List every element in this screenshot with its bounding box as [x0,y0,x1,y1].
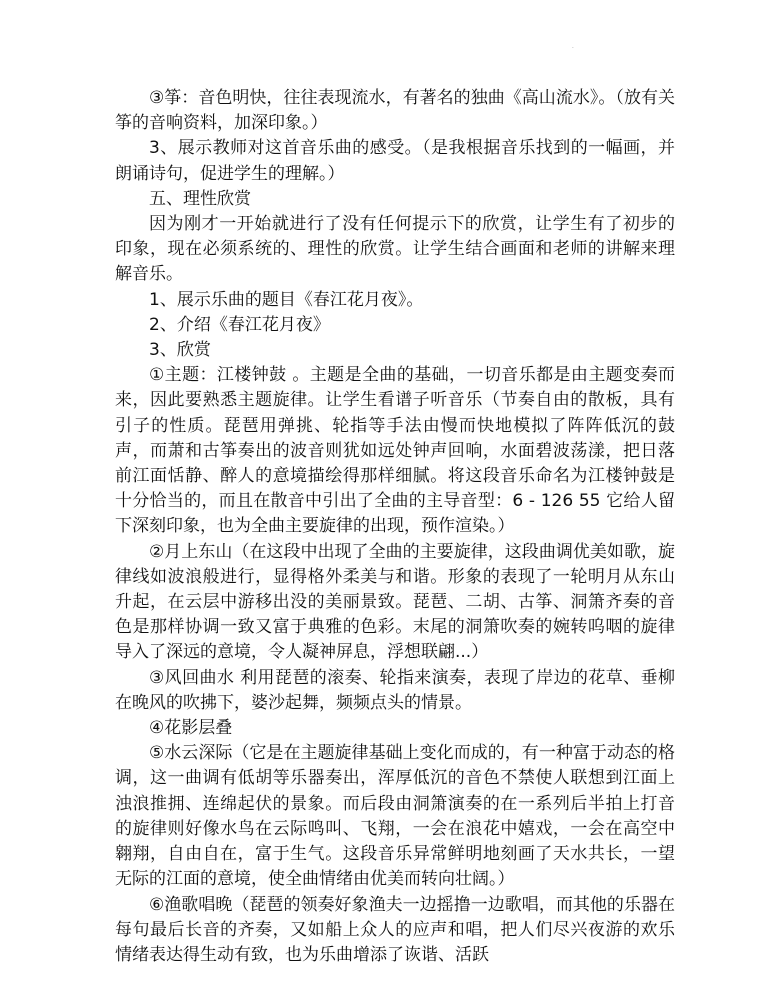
paragraph-flower-shadows: ④花影层叠 [149,718,233,739]
paragraph-zheng: ③筝：音色明快，往往表现流水，有著名的独曲《高山流水》。（放有关筝的音响资料，加深印象。） [115,88,675,134]
paragraph-rational-intro: 因为刚才一开始就进行了没有任何提示下的欣赏，让学生有了初步的印象，现在必须系统的、理性的欣赏。让学生结合画面和老师的讲解来理解音乐。 [115,214,675,285]
paragraph-teacher-feeling: 3、展示教师对这首音乐曲的感受。（是我根据音乐找到的一幅画，并朗诵诗句，促进学生的理解。） [115,138,675,184]
document-body [115,86,675,968]
paragraph-fishing-song: ⑥渔歌唱晚（琵琶的领奏好象渔夫一边摇撸一边歌唱，而其他的乐器在每句最后长音的齐奏，又如船上众人的应声和唱，把人们尽兴夜游的欢乐情绪表达得生动有致，也为乐曲增添了诙谐、活跃 [115,894,675,965]
list-item-introduce: 2、介绍《春江花月夜》 [149,314,330,335]
section-heading-rational-appreciation: 五、理性欣赏 [149,188,251,209]
paragraph-wind-water: ③风回曲水 利用琵琶的滚奏、轮指来演奏，表现了岸边的花草、垂柳在晚风的吹拂下，婆沙起舞，频频点头的情景。 [115,667,675,713]
list-item-show-title: 1、展示乐曲的题目《春江花月夜》。 [149,289,424,310]
paragraph-theme-jianglou: ①主题：江楼钟鼓 。主题是全曲的基础，一切音乐都是由主题变奏而来，因此要熟悉主题旋律。让学生看谱子听音乐（节奏自由的散板，具有引子的性质。琵琶用弹挑、轮指等手法由慢而快地模拟了阵阵低沉的鼓声，而萧和古筝奏出的波音则犹如远处钟声回响，水面碧波荡漾，把日落前江面恬静、醉人的意境描绘得那样细腻。将这段音乐命名为江楼钟鼓是十分恰当的，而且在散音中引出了全曲的主导音型：6 - 126 55 它给人留下深刻印象，也为全曲主要旋律的出现，预作渲染。） [115,365,675,537]
corner-mark: · [571,44,574,52]
paragraph-moon-east-mountain: ②月上东山（在这段中出现了全曲的主要旋律，这段曲调优美如歌，旋律线如波浪般进行，显得格外柔美与和谐。形象的表现了一轮明月从东山升起，在云层中游移出没的美丽景致。琵琶、二胡、古筝、洞箫齐奏的音色是那样协调一致又富于典雅的色彩。末尾的洞箫吹奏的婉转呜咽的旋律导入了深远的意境，令人凝神屏息，浮想联翩...） [115,541,675,663]
list-item-appreciate: 3、欣赏 [149,340,211,361]
paragraph-water-clouds: ⑤水云深际（它是在主题旋律基础上变化而成的，有一种富于动态的格调，这一曲调有低胡等乐器奏出，浑厚低沉的音色不禁使人联想到江面上浊浪推拥、连绵起伏的景象。而后段由洞箫演奏的在一系列后半拍上打音的旋律则好像水鸟在云际鸣叫、飞翔，一会在浪花中嬉戏，一会在高空中翱翔，自由自在，富于生气。这段音乐异常鲜明地刻画了天水共长，一望无际的江面的意境，使全曲情绪由优美而转向壮阔。） [115,743,675,890]
